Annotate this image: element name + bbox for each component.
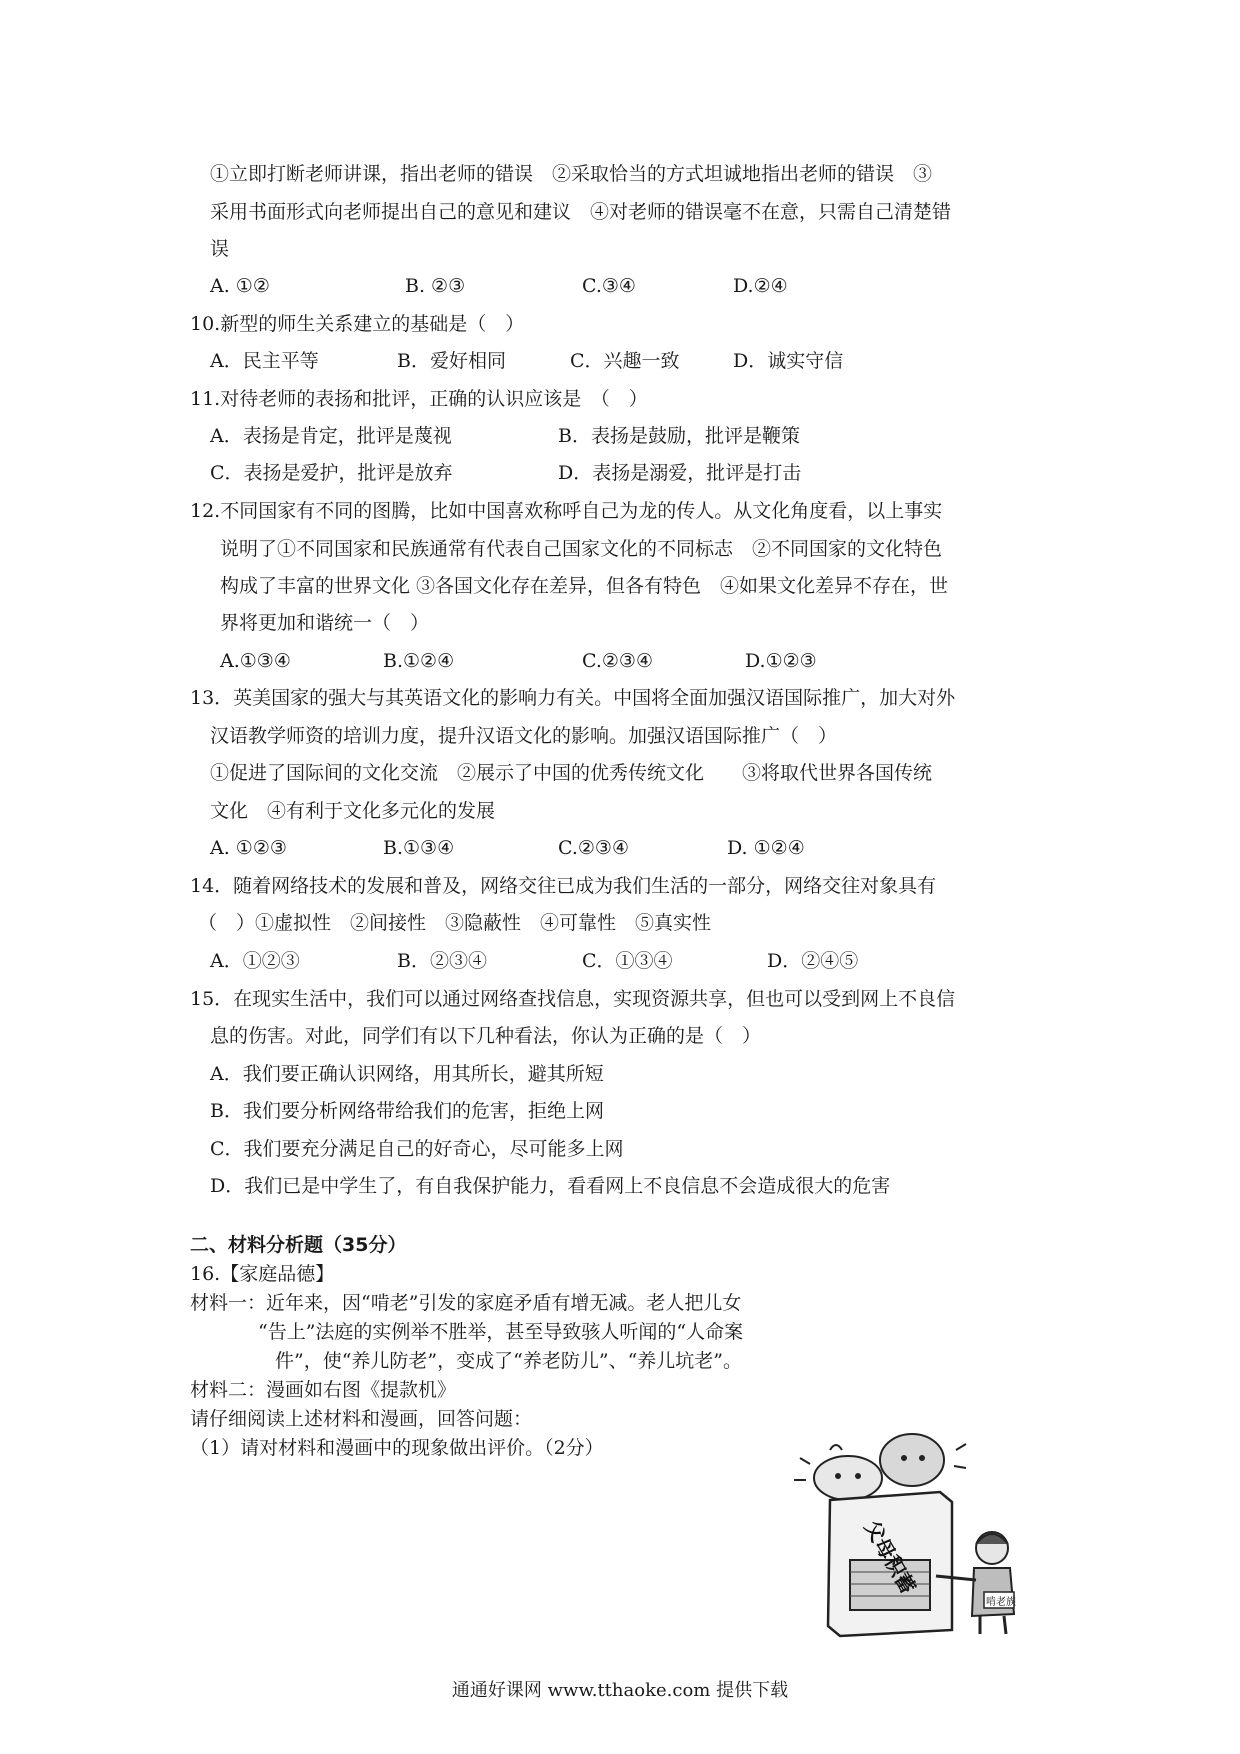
q13-option-b: B.①③④ <box>383 837 455 859</box>
q13-option-a: A. ①②③ <box>210 837 287 859</box>
q10-option-b: B．爱好相同 <box>397 350 506 372</box>
q15-option-d: D．我们已是中学生了，有自我保护能力，看看网上不良信息不会造成很大的危害 <box>210 1175 891 1197</box>
q15-option-c: C．我们要充分满足自己的好奇心，尽可能多上网 <box>210 1138 624 1160</box>
q12-option-c: C.②③④ <box>582 650 653 672</box>
q16-material-2: 材料二：漫画如右图《提款机》 <box>190 1379 457 1401</box>
q14-line-1: 14．随着网络技术的发展和普及，网络交往已成为我们生活的一部分，网络交往对象具有 <box>190 875 937 897</box>
q12-line-3: 构成了丰富的世界文化 ③各国文化存在差异，但各有特色 ④如果文化差异不存在，世 <box>220 575 949 597</box>
q9-line-2: 采用书面形式向老师提出自己的意见和建议 ④对老师的错误毫不在意，只需自己清楚错 <box>210 201 952 223</box>
q16-title: 16.【家庭品德】 <box>190 1263 335 1285</box>
q10-option-a: A．民主平等 <box>210 350 319 372</box>
q10-option-d: D．诚实守信 <box>733 350 844 372</box>
q14-option-b: B．②③④ <box>397 950 487 972</box>
elderly-head-right <box>880 1434 944 1486</box>
q15-line-1: 15．在现实生活中，我们可以通过网络查找信息，实现资源共享，但也可以受到网上不良信 <box>190 988 956 1010</box>
q12-option-b: B.①②④ <box>383 650 455 672</box>
q11-option-a: A．表扬是肯定，批评是蔑视 <box>210 425 452 447</box>
q11-option-d: D．表扬是溺爱，批评是打击 <box>558 462 802 484</box>
elderly-head-left <box>814 1456 882 1500</box>
q9-line-3: 误 <box>210 238 230 260</box>
q12-line-4: 界将更加和谐统一（ ） <box>220 612 430 634</box>
q12-line-2: 说明了①不同国家和民族通常有代表自己国家文化的不同标志 ②不同国家的文化特色 <box>220 538 943 560</box>
q16-material-1-line-2: “告上”法庭的实例举不胜举，甚至导致骇人听闻的“人命案 <box>258 1321 744 1343</box>
q16-prompt: 请仔细阅读上述材料和漫画，回答问题： <box>190 1408 533 1430</box>
q9-option-b: B. ②③ <box>405 275 466 297</box>
q9-option-d: D.②④ <box>733 275 788 297</box>
atm-cartoon-drawing <box>770 1430 1030 1640</box>
q16-material-1-line-1: 材料一：近年来，因“啃老”引发的家庭矛盾有增无减。老人把儿女 <box>190 1292 742 1314</box>
q15-line-2: 息的伤害。对此，同学们有以下几种看法，你认为正确的是（ ） <box>210 1025 762 1047</box>
q13-line-3: ①促进了国际间的文化交流 ②展示了中国的优秀传统文化 ③将取代世界各国传统 <box>210 762 933 784</box>
q14-line-2: （ ）①虚拟性 ②间接性 ③隐蔽性 ④可靠性 ⑤真实性 <box>198 912 712 934</box>
page-footer-source: 通通好课网 www.tthaoke.com 提供下载 <box>451 1680 789 1701</box>
q12-line-1: 12.不同国家有不同的图腾，比如中国喜欢称呼自己为龙的传人。从文化角度看，以上事实 <box>190 500 943 522</box>
q9-line-1: ①立即打断老师讲课，指出老师的错误 ②采取恰当的方式坦诚地指出老师的错误 ③ <box>210 163 933 185</box>
q10-stem: 10.新型的师生关系建立的基础是（ ） <box>190 313 525 335</box>
q13-line-2: 汉语教学师资的培训力度，提升汉语文化的影响。加强汉语国际推广（ ） <box>210 725 838 747</box>
atm-machine-label: 父母积蓄 <box>859 1516 921 1598</box>
q13-option-d: D. ①②④ <box>727 837 805 859</box>
section-2-title: 二、材料分析题（35分） <box>190 1234 407 1256</box>
q12-option-d: D.①②③ <box>745 650 817 672</box>
q16-material-1-line-3: 件”，使“养儿防老”，变成了“养老防儿”、“养儿坑老”。 <box>275 1350 742 1372</box>
q15-option-a: A．我们要正确认识网络，用其所长，避其所短 <box>210 1063 604 1085</box>
q13-line-4: 文化 ④有利于文化多元化的发展 <box>210 800 496 822</box>
q12-option-a: A.①③④ <box>220 650 291 672</box>
q13-line-1: 13．英美国家的强大与其英语文化的影响力有关。中国将全面加强汉语国际推广，加大对外 <box>190 687 956 709</box>
kenlaozu-badge-label: 啃老族 <box>986 1597 1016 1608</box>
q9-option-c: C.③④ <box>582 275 636 297</box>
q9-option-a: A. ①② <box>210 275 270 297</box>
q14-option-d: D．②④⑤ <box>767 950 859 972</box>
q11-stem: 11.对待老师的表扬和批评，正确的认识应该是 （ ） <box>190 388 648 410</box>
q10-option-c: C．兴趣一致 <box>570 350 680 372</box>
q15-option-b: B．我们要分析网络带给我们的危害，拒绝上网 <box>210 1100 604 1122</box>
q14-option-c: C．①③④ <box>582 950 673 972</box>
q13-option-c: C.②③④ <box>558 837 629 859</box>
q14-option-a: A．①②③ <box>210 950 300 972</box>
q16-subquestion-1: （1）请对材料和漫画中的现象做出评价。（2分） <box>190 1437 604 1459</box>
atm-cartoon-illustration <box>770 1430 1030 1640</box>
q11-option-b: B．表扬是鼓励，批评是鞭策 <box>558 425 800 447</box>
q11-option-c: C．表扬是爱护，批评是放弃 <box>210 462 453 484</box>
